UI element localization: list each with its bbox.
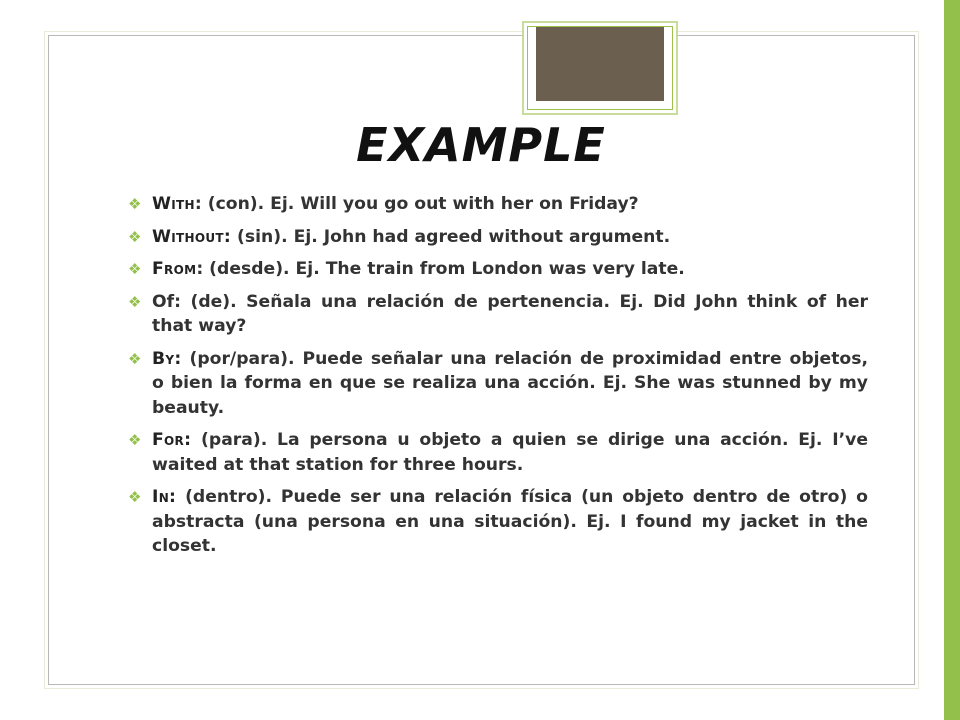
decorative-tab (527, 26, 673, 110)
bullet-keyword: For: (152, 430, 192, 450)
slide-title: EXAMPLE (356, 118, 606, 172)
bullet-text: (dentro). Puede ser una relación física (un objeto dentro de otro) o abstracta (una persona en una situación). Ej. I found my jacket in the closet. (152, 487, 868, 556)
accent-side-bar (944, 0, 960, 720)
bullet-keyword: By: (152, 348, 182, 369)
bullet-keyword: Without: (152, 226, 232, 247)
bullet-marker-icon: ❖ (128, 227, 142, 246)
bullet-marker-icon: ❖ (128, 488, 142, 506)
bullet-of (128, 290, 868, 339)
bullet-with (128, 192, 868, 217)
bullet-keyword: From (152, 259, 197, 279)
bullet-text: Of: (de). Señala una relación de pertenencia. Ej. Did John think of her that way? (152, 291, 868, 336)
bullet-text: (por/para). Puede señalar una relación de proximidad entre objetos, o bien la forma en que se realiza una acción. Ej. She was stunned by my beauty. (152, 348, 868, 418)
bullet-marker-icon: ❖ (128, 431, 142, 449)
bullet-marker-icon: ❖ (128, 195, 142, 213)
bullet-text: (sin). Ej. John had agreed without argument. (231, 226, 671, 247)
bullet-marker-icon: ❖ (128, 260, 142, 278)
bullet-keyword: In: (152, 487, 177, 507)
bullet-by (128, 347, 868, 421)
decorative-tab-fill (536, 27, 664, 101)
bullet-from (128, 257, 868, 282)
bullet-text: (para). La persona u objeto a quien se dirige una acción. Ej. I’ve waited at that station for three hours. (152, 430, 868, 475)
bullet-without (128, 225, 868, 250)
bullet-for (128, 428, 868, 477)
bullet-in (128, 485, 868, 559)
bullet-text: : (desde). Ej. The train from London was very late. (196, 259, 685, 279)
bullet-text: : (con). Ej. Will you go out with her on Friday? (194, 194, 639, 214)
bullet-keyword: With (152, 194, 195, 214)
bullet-list (128, 192, 868, 567)
bullet-marker-icon: ❖ (128, 349, 142, 368)
bullet-marker-icon: ❖ (128, 292, 142, 311)
